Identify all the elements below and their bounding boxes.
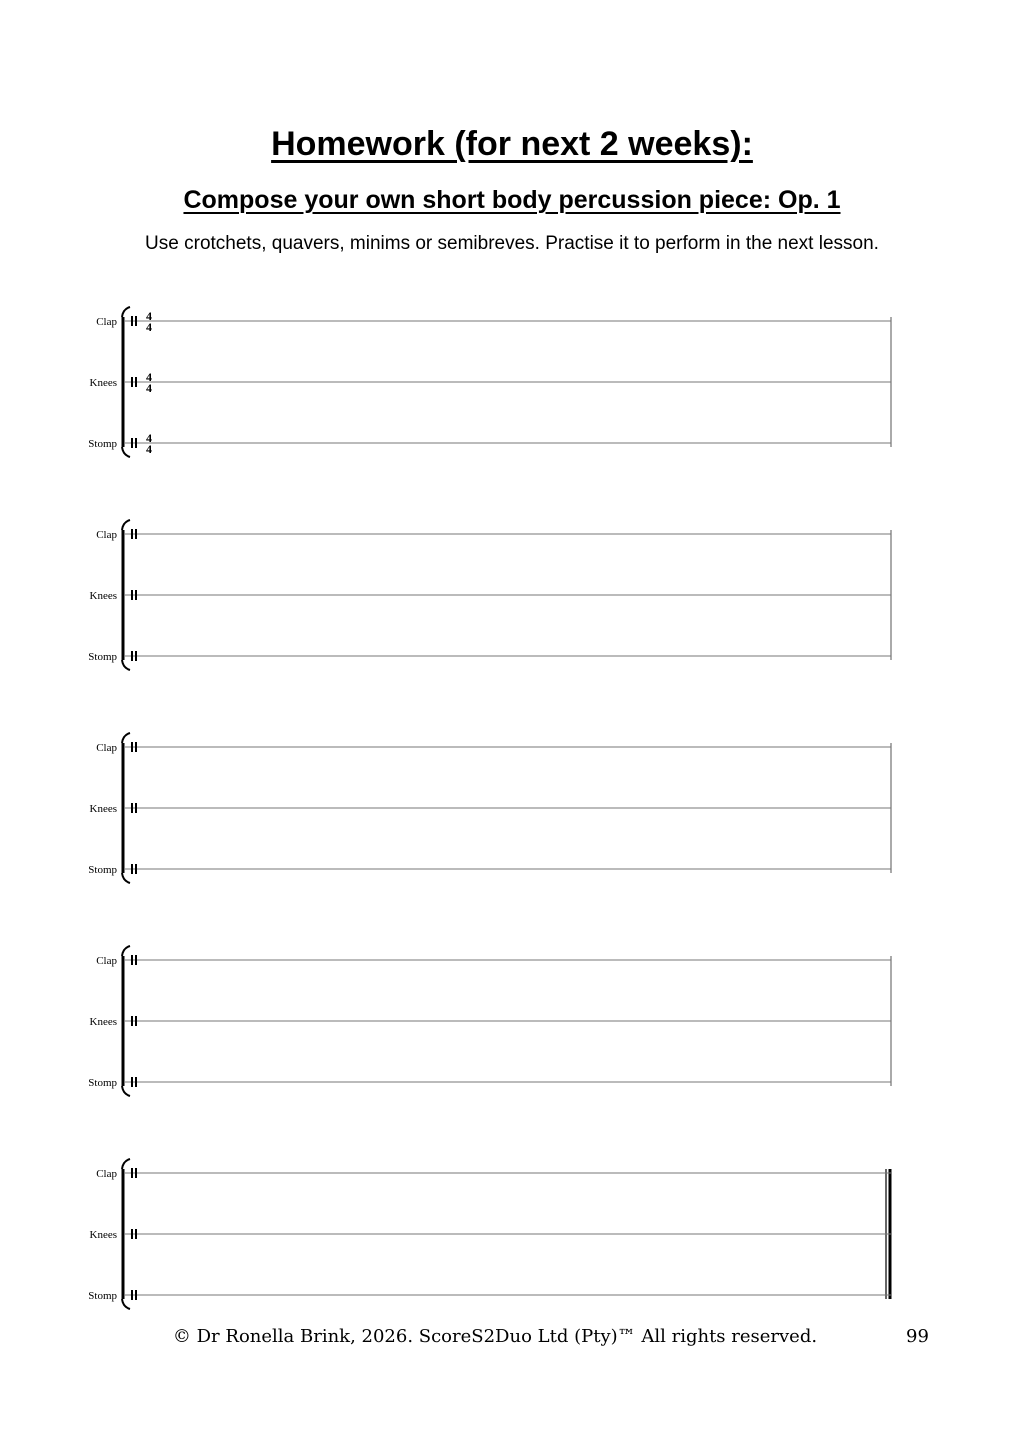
instrument-label: Stomp xyxy=(88,1077,117,1089)
percussion-clef-icon xyxy=(135,590,137,600)
percussion-clef-icon xyxy=(135,651,137,661)
page-number: 99 xyxy=(906,1326,929,1347)
instrument-label: Stomp xyxy=(88,864,117,876)
time-signature-denominator: 4 xyxy=(146,320,152,334)
instrument-label: Clap xyxy=(96,1168,117,1180)
percussion-clef-icon xyxy=(135,1016,137,1026)
percussion-clef-icon xyxy=(131,1077,133,1087)
percussion-clef-icon xyxy=(135,955,137,965)
time-signature-denominator: 4 xyxy=(146,381,152,395)
percussion-clef-icon xyxy=(135,529,137,539)
instrument-label: Clap xyxy=(96,316,117,328)
percussion-clef-icon xyxy=(131,864,133,874)
instrument-label: Stomp xyxy=(88,1290,117,1302)
percussion-clef-icon xyxy=(135,864,137,874)
percussion-clef-icon xyxy=(131,1016,133,1026)
bracket-top-hook xyxy=(122,520,130,530)
percussion-clef-icon xyxy=(131,529,133,539)
percussion-clef-icon xyxy=(131,438,133,448)
bracket-top-hook xyxy=(122,307,130,317)
percussion-clef-icon xyxy=(131,651,133,661)
percussion-clef-icon xyxy=(135,803,137,813)
page-subtitle: Compose your own short body percussion piece: Op. 1 xyxy=(183,186,841,214)
percussion-clef-icon xyxy=(135,1077,137,1087)
time-signature-numerator: 4 xyxy=(146,309,152,323)
instrument-label: Clap xyxy=(96,742,117,754)
time-signature-denominator: 4 xyxy=(146,442,152,456)
time-signature-numerator: 4 xyxy=(146,431,152,445)
percussion-clef-icon xyxy=(131,1290,133,1300)
percussion-clef-icon xyxy=(131,1229,133,1239)
percussion-clef-icon xyxy=(135,742,137,752)
percussion-clef-icon xyxy=(131,1168,133,1178)
percussion-clef-icon xyxy=(131,803,133,813)
instrument-label: Stomp xyxy=(88,651,117,663)
instrument-label: Knees xyxy=(89,377,117,389)
instrument-label: Knees xyxy=(89,803,117,815)
bracket-bottom-hook xyxy=(122,1299,130,1309)
percussion-clef-icon xyxy=(135,438,137,448)
percussion-clef-icon xyxy=(131,316,133,326)
copyright-notice: © Dr Ronella Brink, 2026. ScoreS2Duo Ltd (Pty)™ All rights reserved. xyxy=(172,1326,818,1347)
instrument-label: Clap xyxy=(96,955,117,967)
percussion-clef-icon xyxy=(135,1290,137,1300)
instrument-label: Knees xyxy=(89,590,117,602)
percussion-clef-icon xyxy=(135,377,137,387)
percussion-clef-icon xyxy=(131,590,133,600)
bracket-bottom-hook xyxy=(122,1086,130,1096)
percussion-clef-icon xyxy=(135,1229,137,1239)
instrument-label: Stomp xyxy=(88,438,117,450)
instructions-text: Use crotchets, quavers, minims or semibreves. Practise it to perform in the next lesson. xyxy=(145,233,879,254)
instrument-label: Knees xyxy=(89,1016,117,1028)
percussion-clef-icon xyxy=(135,1168,137,1178)
bracket-bottom-hook xyxy=(122,447,130,457)
bracket-top-hook xyxy=(122,1159,130,1169)
bracket-top-hook xyxy=(122,946,130,956)
instrument-label: Knees xyxy=(89,1229,117,1241)
bracket-top-hook xyxy=(122,733,130,743)
percussion-clef-icon xyxy=(131,377,133,387)
bracket-bottom-hook xyxy=(122,873,130,883)
percussion-clef-icon xyxy=(135,316,137,326)
percussion-clef-icon xyxy=(131,955,133,965)
time-signature-numerator: 4 xyxy=(146,370,152,384)
page-footer xyxy=(0,1326,1024,1356)
instrument-label: Clap xyxy=(96,529,117,541)
page-title: Homework (for next 2 weeks): xyxy=(271,125,753,163)
bracket-bottom-hook xyxy=(122,660,130,670)
percussion-clef-icon xyxy=(131,742,133,752)
